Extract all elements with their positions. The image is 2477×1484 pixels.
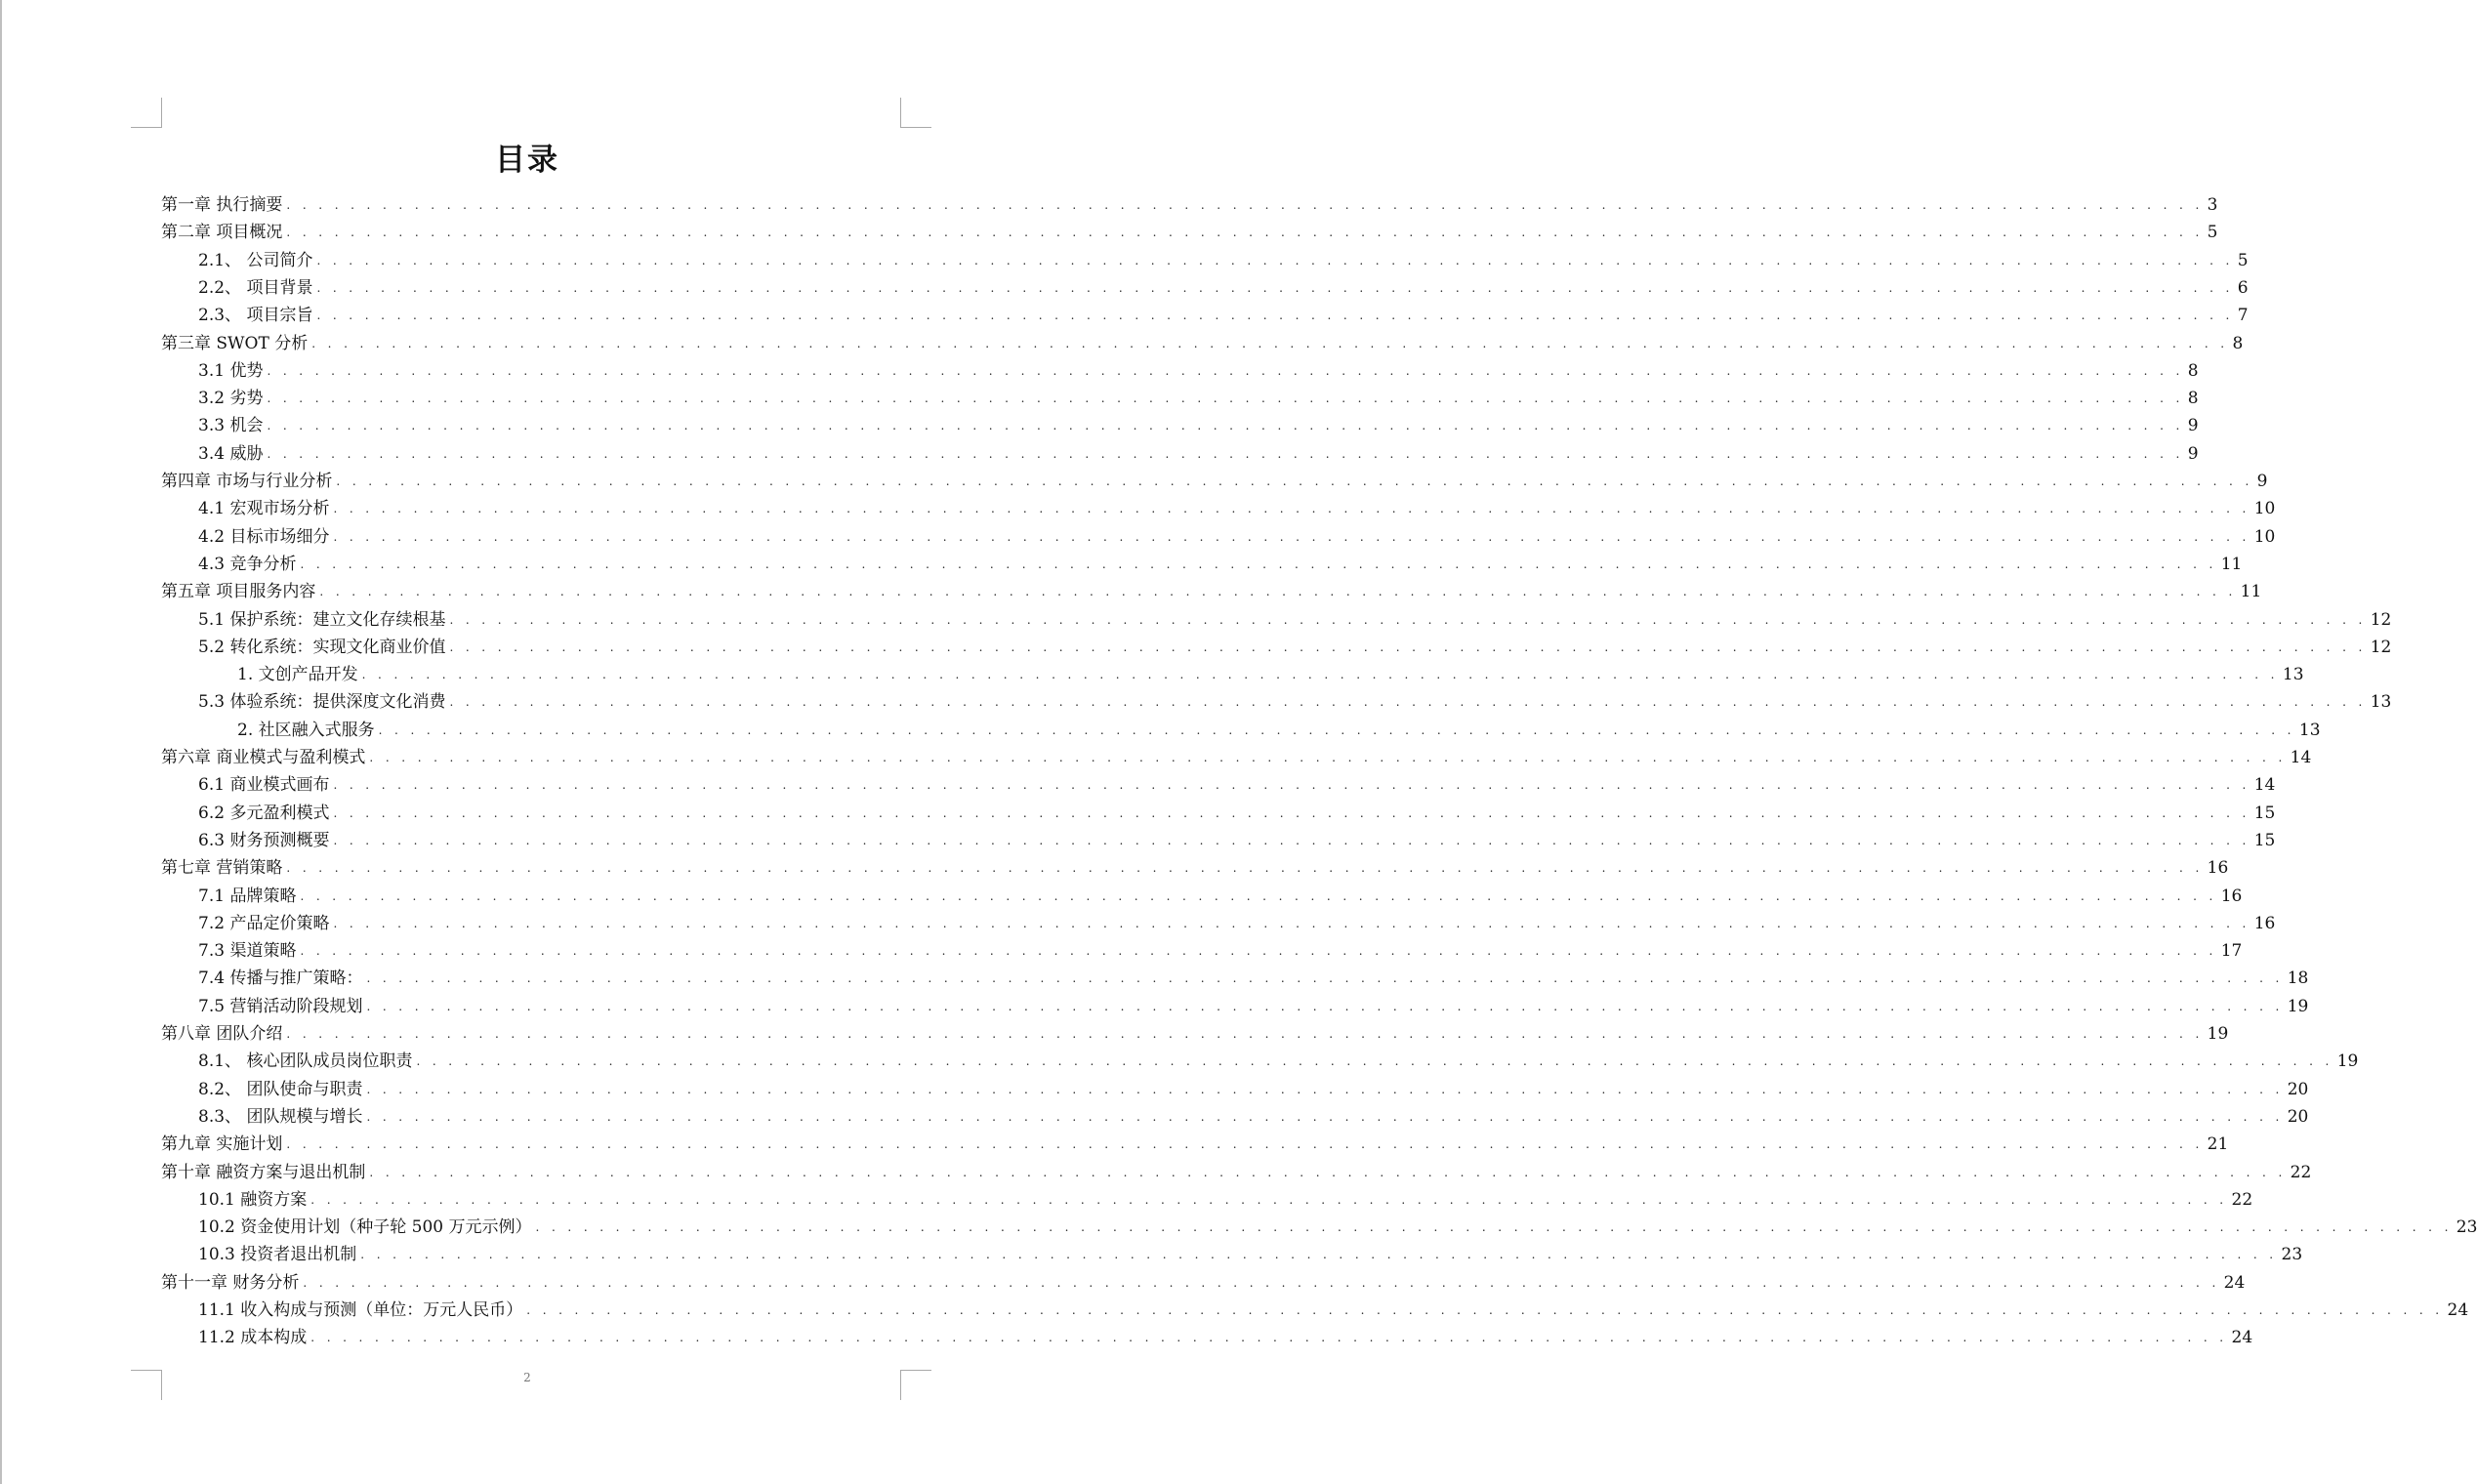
toc-entry-page: 13 [2282,665,2304,685]
toc-entry-page: 12 [2370,609,2392,630]
toc-entry-number: 7.4 [198,969,230,989]
toc-entry-title: 多元盈利模式 [229,803,330,823]
toc-entry[interactable] [198,1297,2469,1324]
toc-entry-page: 8 [2187,389,2199,409]
toc-entry-title: 社区融入式服务 [258,720,375,740]
toc-dot-leader: . . . . . . . . . . . . . . . . . . . . . . . . . . . . . . . . . . . . . . . . . . . . . . . . . . . . . . . . . . . . . . . . . . . . . . . . . . . . . . . . . . . . . . . . . . . . . . . . . . . . . . . . . . . . . . . . . . . . . . . . [333,833,2250,847]
toc-entry-page: 15 [2253,803,2276,823]
toc-entry-title: 项目服务内容 [216,582,316,602]
toc-entry-page: 14 [2290,748,2312,767]
toc-entry-number: 2.3、 [198,306,247,326]
toc-dot-leader: . . . . . . . . . . . . . . . . . . . . . . . . . . . . . . . . . . . . . . . . . . . . . . . . . . . . . . . . . . . . . . . . . . . . . . . . . . . . . . . . . . . . . . . . . . . . . . . . . . . . . . . . . . . . . . . . . . . . . . . . [311,336,2229,350]
toc-entry-page: 19 [2336,1051,2359,1072]
toc-entry-number: 8.2、 [198,1079,247,1099]
toc-entry-page: 11 [2220,554,2243,574]
toc-dot-leader: . . . . . . . . . . . . . . . . . . . . . . . . . . . . . . . . . . . . . . . . . . . . . . . . . . . . . . . . . . . . . . . . . . . . . . . . . . . . . . . . . . . . . . . . . . . . . . . . . . . . . . . . . . . . . . . . . . . . . . . . [267,446,2184,461]
toc-entry[interactable] [161,1269,2246,1297]
toc-entry-title: 传播与推广策略： [229,969,363,989]
toc-dot-leader: . . . . . . . . . . . . . . . . . . . . . . . . . . . . . . . . . . . . . . . . . . . . . . . . . . . . . . . . . . . . . . . . . . . . . . . . . . . . . . . . . . . . . . . . . . . . . . . . . . . . . . . . . . . . . . . . . . . . . . . . [316,309,2234,323]
toc-entry-number: 第二章 [161,223,217,243]
toc-entry[interactable] [198,440,2199,468]
toc-entry[interactable] [198,993,2309,1020]
toc-entry[interactable] [198,965,2309,992]
toc-entry-title: 优势 [229,360,264,381]
toc-dot-leader: . . . . . . . . . . . . . . . . . . . . . . . . . . . . . . . . . . . . . . . . . . . . . . . . . . . . . . . . . . . . . . . . . . . . . . . . . . . . . . . . . . . . . . . . . . . . . . . . . . . . . . . . . . . . . . . . . . . . . . . . [360,1248,2278,1262]
toc-dot-leader: . . . . . . . . . . . . . . . . . . . . . . . . . . . . . . . . . . . . . . . . . . . . . . . . . . . . . . . . . . . . . . . . . . . . . . . . . . . . . . . . . . . . . . . . . . . . . . . . . . . . . . . . . . . . . . . . . . . . . . . . [286,198,2204,212]
toc-entry-title: 核心团队成员岗位职责 [246,1051,413,1072]
toc-entry-page: 11 [2240,582,2262,602]
toc-dot-leader: . . . . . . . . . . . . . . . . . . . . . . . . . . . . . . . . . . . . . . . . . . . . . . . . . . . . . . . . . . . . . . . . . . . . . . . . . . . . . . . . . . . . . . . . . . . . . . . . . . . . . . . . . . . . . . . . . . . . . . . . [267,392,2184,406]
toc-entry-number: 11.1 [198,1300,241,1320]
toc-entry[interactable] [198,688,2392,716]
page-left-edge [0,0,2,1484]
toc-entry[interactable] [198,385,2199,412]
toc-entry-page: 20 [2287,1106,2309,1127]
toc-entry[interactable] [198,1103,2309,1131]
crop-mark-top-right-h [900,127,931,128]
page-number: 2 [523,1371,531,1384]
toc-entry-page: 13 [2370,692,2392,713]
toc-entry[interactable] [161,1159,2312,1186]
toc-entry-number: 7.2 [198,913,230,933]
toc-entry-page: 22 [2231,1189,2253,1210]
toc-dot-leader: . . . . . . . . . . . . . . . . . . . . . . . . . . . . . . . . . . . . . . . . . . . . . . . . . . . . . . . . . . . . . . . . . . . . . . . . . . . . . . . . . . . . . . . . . . . . . . . . . . . . . . . . . . . . . . . . . . . . . . . . [333,778,2250,793]
toc-dot-leader: . . . . . . . . . . . . . . . . . . . . . . . . . . . . . . . . . . . . . . . . . . . . . . . . . . . . . . . . . . . . . . . . . . . . . . . . . . . . . . . . . . . . . . . . . . . . . . . . . . . . . . . . . . . . . . . . . . . . . . . . [286,861,2204,876]
toc-dot-leader: . . . . . . . . . . . . . . . . . . . . . . . . . . . . . . . . . . . . . . . . . . . . . . . . . . . . . . . . . . . . . . . . . . . . . . . . . . . . . . . . . . . . . . . . . . . . . . . . . . . . . . . . . . . . . . . . . . . . . . . . [300,556,2217,571]
toc-entry-page: 9 [2256,472,2268,491]
toc-entry-title: 机会 [229,416,264,436]
toc-dot-leader: . . . . . . . . . . . . . . . . . . . . . . . . . . . . . . . . . . . . . . . . . . . . . . . . . . . . . . . . . . . . . . . . . . . . . . . . . . . . . . . . . . . . . . . . . . . . . . . . . . . . . . . . . . . . . . . . . . . . . . . . [319,585,2237,599]
toc-entry-title: 实施计划 [216,1134,283,1155]
toc-dot-leader: . . . . . . . . . . . . . . . . . . . . . . . . . . . . . . . . . . . . . . . . . . . . . . . . . . . . . . . . . . . . . . . . . . . . . . . . . . . . . . . . . . . . . . . . . . . . . . . . . . . . . . . . . . . . . . . . . . . . . . . . [333,529,2250,544]
crop-mark-top-left-h [131,127,161,128]
toc-dot-leader: . . . . . . . . . . . . . . . . . . . . . . . . . . . . . . . . . . . . . . . . . . . . . . . . . . . . . . . . . . . . . . . . . . . . . . . . . . . . . . . . . . . . . . . . . . . . . . . . . . . . . . . . . . . . . . . . . . . . . . . . [369,751,2287,764]
toc-entry-number: 第六章 [161,748,217,767]
toc-entry-page: 13 [2298,720,2321,740]
toc-entry-page: 8 [2232,333,2244,353]
toc-dot-leader: . . . . . . . . . . . . . . . . . . . . . . . . . . . . . . . . . . . . . . . . . . . . . . . . . . . . . . . . . . . . . . . . . . . . . . . . . . . . . . . . . . . . . . . . . . . . . . . . . . . . . . . . . . . . . . . . . . . . . . . . [361,668,2279,682]
toc-entry[interactable] [198,1186,2253,1214]
toc-entry[interactable] [198,1076,2309,1103]
toc-entry[interactable] [161,854,2229,882]
toc-entry-number: 8.1、 [198,1051,247,1072]
toc-entry-number: 4.3 [198,554,230,574]
toc-dot-leader: . . . . . . . . . . . . . . . . . . . . . . . . . . . . . . . . . . . . . . . . . . . . . . . . . . . . . . . . . . . . . . . . . . . . . . . . . . . . . . . . . . . . . . . . . . . . . . . . . . . . . . . . . . . . . . . . . . . . . . . . [333,805,2250,820]
toc-entry-number: 7.5 [198,996,230,1016]
toc-entry-number: 第一章 [161,195,217,215]
toc-dot-leader: . . . . . . . . . . . . . . . . . . . . . . . . . . . . . . . . . . . . . . . . . . . . . . . . . . . . . . . . . . . . . . . . . . . . . . . . . . . . . . . . . . . . . . . . . . . . . . . . . . . . . . . . . . . . . . . . . . . . . . . . [366,999,2284,1013]
toc-dot-leader: . . . . . . . . . . . . . . . . . . . . . . . . . . . . . . . . . . . . . . . . . . . . . . . . . . . . . . . . . . . . . . . . . . . . . . . . . . . . . . . . . . . . . . . . . . . . . . . . . . . . . . . . . . . . . . . . . . . . . . . . [310,1192,2228,1207]
toc-entry[interactable] [161,191,2218,219]
toc-entry[interactable] [198,606,2392,634]
toc-dot-leader: . . . . . . . . . . . . . . . . . . . . . . . . . . . . . . . . . . . . . . . . . . . . . . . . . . . . . . . . . . . . . . . . . . . . . . . . . . . . . . . . . . . . . . . . . . . . . . . . . . . . . . . . . . . . . . . . . . . . . . . . [526,1303,2444,1317]
toc-entry-number: 2. [237,720,259,740]
toc-entry-number: 第十章 [161,1162,217,1182]
toc-entry-page: 21 [2207,1134,2229,1155]
toc-entry-number: 第五章 [161,582,217,602]
toc-entry-number: 第八章 [161,1024,217,1044]
toc-entry-title: 市场与行业分析 [216,472,333,491]
crop-mark-top-right-v [900,98,901,128]
toc-entry-title: 公司简介 [246,250,313,270]
toc-entry-page: 3 [2207,195,2218,215]
toc-entry[interactable] [161,1131,2229,1158]
toc-entry-number: 6.2 [198,803,230,823]
toc-entry-number: 第九章 [161,1134,217,1155]
toc-entry-page: 23 [2456,1217,2477,1238]
toc-entry[interactable] [198,634,2392,661]
toc-dot-leader: . . . . . . . . . . . . . . . . . . . . . . . . . . . . . . . . . . . . . . . . . . . . . . . . . . . . . . . . . . . . . . . . . . . . . . . . . . . . . . . . . . . . . . . . . . . . . . . . . . . . . . . . . . . . . . . . . . . . . . . . [316,253,2234,268]
toc-dot-leader: . . . . . . . . . . . . . . . . . . . . . . . . . . . . . . . . . . . . . . . . . . . . . . . . . . . . . . . . . . . . . . . . . . . . . . . . . . . . . . . . . . . . . . . . . . . . . . . . . . . . . . . . . . . . . . . . . . . . . . . . [300,944,2217,959]
toc-entry-number: 5.1 [198,609,230,630]
toc-entry-title: 产品定价策略 [229,913,330,933]
toc-entry-page: 5 [2237,250,2249,270]
toc-entry-number: 3.2 [198,389,230,409]
toc-entry-number: 2.2、 [198,277,247,298]
toc-entry-title: SWOT 分析 [216,333,309,353]
toc-entry[interactable] [198,357,2199,385]
toc-entry-page: 7 [2237,306,2249,326]
toc-entry[interactable] [198,523,2276,551]
toc-entry[interactable] [161,330,2244,357]
toc-dot-leader: . . . . . . . . . . . . . . . . . . . . . . . . . . . . . . . . . . . . . . . . . . . . . . . . . . . . . . . . . . . . . . . . . . . . . . . . . . . . . . . . . . . . . . . . . . . . . . . . . . . . . . . . . . . . . . . . . . . . . . . . [366,971,2284,986]
toc-entry[interactable] [161,468,2268,495]
toc-entry-title: 融资方案 [240,1189,308,1210]
toc-dot-leader: . . . . . . . . . . . . . . . . . . . . . . . . . . . . . . . . . . . . . . . . . . . . . . . . . . . . . . . . . . . . . . . . . . . . . . . . . . . . . . . . . . . . . . . . . . . . . . . . . . . . . . . . . . . . . . . . . . . . . . . . [449,695,2367,710]
toc-entry[interactable] [198,551,2243,578]
toc-entry-title: 体验系统：提供深度文化消费 [229,692,446,713]
toc-entry-number: 5.2 [198,637,230,657]
toc-entry-page: 12 [2370,637,2392,657]
toc-entry-page: 5 [2207,223,2218,243]
toc-entry-page: 24 [2223,1272,2246,1293]
toc-entry-title: 团队使命与职责 [246,1079,363,1099]
toc-entry-number: 6.3 [198,830,230,850]
toc-entry[interactable] [237,717,2321,744]
toc-entry-title: 劣势 [229,389,264,409]
toc-entry-title: 融资方案与退出机制 [216,1162,366,1182]
toc-entry[interactable] [198,302,2249,329]
toc-entry-number: 7.1 [198,886,230,906]
toc-entry[interactable] [198,937,2243,965]
toc-entry-title: 项目宗旨 [246,306,313,326]
toc-entry-page: 16 [2207,858,2229,879]
toc-entry-number: 5.3 [198,692,230,713]
toc-entry-number: 3.3 [198,416,230,436]
toc-entry[interactable] [161,219,2218,246]
toc-entry-page: 19 [2287,996,2309,1016]
toc-entry-number: 4.1 [198,499,230,519]
toc-entry[interactable] [198,274,2249,302]
toc-entry-page: 14 [2253,775,2276,796]
toc-entry-title: 项目概况 [216,223,283,243]
toc-entry-number: 10.1 [198,1189,241,1210]
toc-entry-number: 11.2 [198,1328,241,1348]
toc-entry-title: 威胁 [229,443,264,464]
toc-dot-leader: . . . . . . . . . . . . . . . . . . . . . . . . . . . . . . . . . . . . . . . . . . . . . . . . . . . . . . . . . . . . . . . . . . . . . . . . . . . . . . . . . . . . . . . . . . . . . . . . . . . . . . . . . . . . . . . . . . . . . . . . [369,1165,2287,1179]
toc-entry-number: 7.3 [198,941,230,962]
toc-dot-leader: . . . . . . . . . . . . . . . . . . . . . . . . . . . . . . . . . . . . . . . . . . . . . . . . . . . . . . . . . . . . . . . . . . . . . . . . . . . . . . . . . . . . . . . . . . . . . . . . . . . . . . . . . . . . . . . . . . . . . . . . [449,639,2367,654]
toc-dot-leader: . . . . . . . . . . . . . . . . . . . . . . . . . . . . . . . . . . . . . . . . . . . . . . . . . . . . . . . . . . . . . . . . . . . . . . . . . . . . . . . . . . . . . . . . . . . . . . . . . . . . . . . . . . . . . . . . . . . . . . . . [336,474,2253,488]
toc-entry-number: 1. [237,665,259,685]
toc-entry[interactable] [198,771,2276,799]
toc-entry-page: 9 [2187,416,2199,436]
toc-entry-title: 成本构成 [240,1328,308,1348]
toc-dot-leader: . . . . . . . . . . . . . . . . . . . . . . . . . . . . . . . . . . . . . . . . . . . . . . . . . . . . . . . . . . . . . . . . . . . . . . . . . . . . . . . . . . . . . . . . . . . . . . . . . . . . . . . . . . . . . . . . . . . . . . . . [310,1331,2228,1345]
toc-entry[interactable] [198,1324,2253,1351]
toc-entry-page: 9 [2187,443,2199,464]
toc-entry-page: 15 [2253,830,2276,850]
toc-entry-page: 22 [2290,1162,2312,1182]
toc-entry-number: 2.1、 [198,250,247,270]
toc-dot-leader: . . . . . . . . . . . . . . . . . . . . . . . . . . . . . . . . . . . . . . . . . . . . . . . . . . . . . . . . . . . . . . . . . . . . . . . . . . . . . . . . . . . . . . . . . . . . . . . . . . . . . . . . . . . . . . . . . . . . . . . . [267,419,2184,433]
toc-entry[interactable] [198,800,2276,827]
toc-entry-page: 20 [2287,1079,2309,1099]
toc-entry-title: 品牌策略 [229,886,297,906]
toc-entry-page: 18 [2287,969,2309,989]
toc-entry-page: 10 [2253,499,2276,519]
toc-entry-number: 第十一章 [161,1272,233,1293]
toc-dot-leader: . . . . . . . . . . . . . . . . . . . . . . . . . . . . . . . . . . . . . . . . . . . . . . . . . . . . . . . . . . . . . . . . . . . . . . . . . . . . . . . . . . . . . . . . . . . . . . . . . . . . . . . . . . . . . . . . . . . . . . . . [535,1220,2453,1235]
toc-entry-title: 财务预测概要 [229,830,330,850]
toc-entry-title: 团队介绍 [216,1024,283,1044]
toc-entry-number: 第三章 [161,333,217,353]
toc-entry-number: 4.2 [198,526,230,547]
toc-entry-title: 商业模式与盈利模式 [216,748,366,767]
toc-entry-title: 资金使用计划（种子轮 500 万元示例） [240,1217,532,1238]
toc-dot-leader: . . . . . . . . . . . . . . . . . . . . . . . . . . . . . . . . . . . . . . . . . . . . . . . . . . . . . . . . . . . . . . . . . . . . . . . . . . . . . . . . . . . . . . . . . . . . . . . . . . . . . . . . . . . . . . . . . . . . . . . . [316,280,2234,295]
toc-dot-leader: . . . . . . . . . . . . . . . . . . . . . . . . . . . . . . . . . . . . . . . . . . . . . . . . . . . . . . . . . . . . . . . . . . . . . . . . . . . . . . . . . . . . . . . . . . . . . . . . . . . . . . . . . . . . . . . . . . . . . . . . [267,363,2184,378]
toc-entry-page: 19 [2207,1024,2229,1044]
toc-entry[interactable] [198,1214,2477,1241]
toc-entry-number: 10.3 [198,1245,241,1265]
toc-entry-page: 8 [2187,360,2199,381]
toc-entry-number: 3.4 [198,443,230,464]
toc-entry[interactable] [198,1241,2303,1268]
toc-entry[interactable] [198,883,2243,910]
toc-entry-page: 23 [2281,1245,2303,1265]
toc-dot-leader: . . . . . . . . . . . . . . . . . . . . . . . . . . . . . . . . . . . . . . . . . . . . . . . . . . . . . . . . . . . . . . . . . . . . . . . . . . . . . . . . . . . . . . . . . . . . . . . . . . . . . . . . . . . . . . . . . . . . . . . . [366,1082,2284,1096]
toc-dot-leader: . . . . . . . . . . . . . . . . . . . . . . . . . . . . . . . . . . . . . . . . . . . . . . . . . . . . . . . . . . . . . . . . . . . . . . . . . . . . . . . . . . . . . . . . . . . . . . . . . . . . . . . . . . . . . . . . . . . . . . . . [300,888,2217,903]
toc-entry[interactable] [198,910,2276,937]
toc-dot-leader: . . . . . . . . . . . . . . . . . . . . . . . . . . . . . . . . . . . . . . . . . . . . . . . . . . . . . . . . . . . . . . . . . . . . . . . . . . . . . . . . . . . . . . . . . . . . . . . . . . . . . . . . . . . . . . . . . . . . . . . . [416,1054,2333,1069]
toc-entry-title: 收入构成与预测（单位：万元人民币） [240,1300,523,1320]
toc-dot-leader: . . . . . . . . . . . . . . . . . . . . . . . . . . . . . . . . . . . . . . . . . . . . . . . . . . . . . . . . . . . . . . . . . . . . . . . . . . . . . . . . . . . . . . . . . . . . . . . . . . . . . . . . . . . . . . . . . . . . . . . . [333,916,2250,930]
page-title: 目录 [495,143,559,178]
toc-entry-title: 执行摘要 [216,195,283,215]
toc-entry-number: 3.1 [198,360,230,381]
toc-dot-leader: . . . . . . . . . . . . . . . . . . . . . . . . . . . . . . . . . . . . . . . . . . . . . . . . . . . . . . . . . . . . . . . . . . . . . . . . . . . . . . . . . . . . . . . . . . . . . . . . . . . . . . . . . . . . . . . . . . . . . . . . [303,1275,2220,1290]
toc-entry-number: 第七章 [161,858,217,879]
toc-entry-title: 财务分析 [232,1272,300,1293]
toc-entry-number: 10.2 [198,1217,241,1238]
toc-entry-title: 团队规模与增长 [246,1106,363,1127]
toc-entry-page: 16 [2220,886,2243,906]
toc-entry[interactable] [237,661,2304,688]
toc-entry-number: 8.3、 [198,1106,247,1127]
toc-entry-title: 文创产品开发 [258,665,358,685]
toc-dot-leader: . . . . . . . . . . . . . . . . . . . . . . . . . . . . . . . . . . . . . . . . . . . . . . . . . . . . . . . . . . . . . . . . . . . . . . . . . . . . . . . . . . . . . . . . . . . . . . . . . . . . . . . . . . . . . . . . . . . . . . . . [378,722,2295,737]
toc-dot-leader: . . . . . . . . . . . . . . . . . . . . . . . . . . . . . . . . . . . . . . . . . . . . . . . . . . . . . . . . . . . . . . . . . . . . . . . . . . . . . . . . . . . . . . . . . . . . . . . . . . . . . . . . . . . . . . . . . . . . . . . . [366,1109,2284,1124]
toc-entry-title: 商业模式画布 [229,775,330,796]
toc-entry-page: 6 [2237,277,2249,298]
crop-mark-top-left-v [161,98,162,128]
toc-dot-leader: . . . . . . . . . . . . . . . . . . . . . . . . . . . . . . . . . . . . . . . . . . . . . . . . . . . . . . . . . . . . . . . . . . . . . . . . . . . . . . . . . . . . . . . . . . . . . . . . . . . . . . . . . . . . . . . . . . . . . . . . [333,502,2250,516]
toc-entry[interactable] [198,412,2199,439]
toc-entry-title: 目标市场细分 [229,526,330,547]
toc-dot-leader: . . . . . . . . . . . . . . . . . . . . . . . . . . . . . . . . . . . . . . . . . . . . . . . . . . . . . . . . . . . . . . . . . . . . . . . . . . . . . . . . . . . . . . . . . . . . . . . . . . . . . . . . . . . . . . . . . . . . . . . . [286,1137,2204,1152]
toc-entry[interactable] [161,744,2312,771]
toc-entry-page: 24 [2447,1300,2469,1320]
toc-entry-page: 10 [2253,526,2276,547]
toc-dot-leader: . . . . . . . . . . . . . . . . . . . . . . . . . . . . . . . . . . . . . . . . . . . . . . . . . . . . . . . . . . . . . . . . . . . . . . . . . . . . . . . . . . . . . . . . . . . . . . . . . . . . . . . . . . . . . . . . . . . . . . . . [286,226,2204,240]
toc-entry-title: 项目背景 [246,277,313,298]
toc-entry[interactable] [198,1048,2359,1075]
toc-entry-title: 投资者退出机制 [240,1245,357,1265]
toc-entry-title: 竞争分析 [229,554,297,574]
toc-entry-number: 6.1 [198,775,230,796]
toc-entry-title: 转化系统：实现文化商业价值 [229,637,446,657]
toc-dot-leader: . . . . . . . . . . . . . . . . . . . . . . . . . . . . . . . . . . . . . . . . . . . . . . . . . . . . . . . . . . . . . . . . . . . . . . . . . . . . . . . . . . . . . . . . . . . . . . . . . . . . . . . . . . . . . . . . . . . . . . . . [449,612,2367,627]
toc-entry-title: 渠道策略 [229,941,297,962]
toc-entry-title: 营销策略 [216,858,283,879]
toc-entry[interactable] [161,578,2262,605]
toc-entry-title: 宏观市场分析 [229,499,330,519]
toc-entry-page: 17 [2220,941,2243,962]
toc-entry-page: 24 [2231,1328,2253,1348]
toc-entry[interactable] [198,247,2249,274]
toc-entry[interactable] [198,827,2276,854]
toc-entry-title: 营销活动阶段规划 [229,996,363,1016]
toc-entry[interactable] [198,495,2276,522]
toc-entry-number: 第四章 [161,472,217,491]
toc-entry[interactable] [161,1020,2229,1048]
toc-entry-page: 16 [2253,913,2276,933]
toc-entry-title: 保护系统：建立文化存续根基 [229,609,446,630]
toc-dot-leader: . . . . . . . . . . . . . . . . . . . . . . . . . . . . . . . . . . . . . . . . . . . . . . . . . . . . . . . . . . . . . . . . . . . . . . . . . . . . . . . . . . . . . . . . . . . . . . . . . . . . . . . . . . . . . . . . . . . . . . . . [286,1027,2204,1041]
